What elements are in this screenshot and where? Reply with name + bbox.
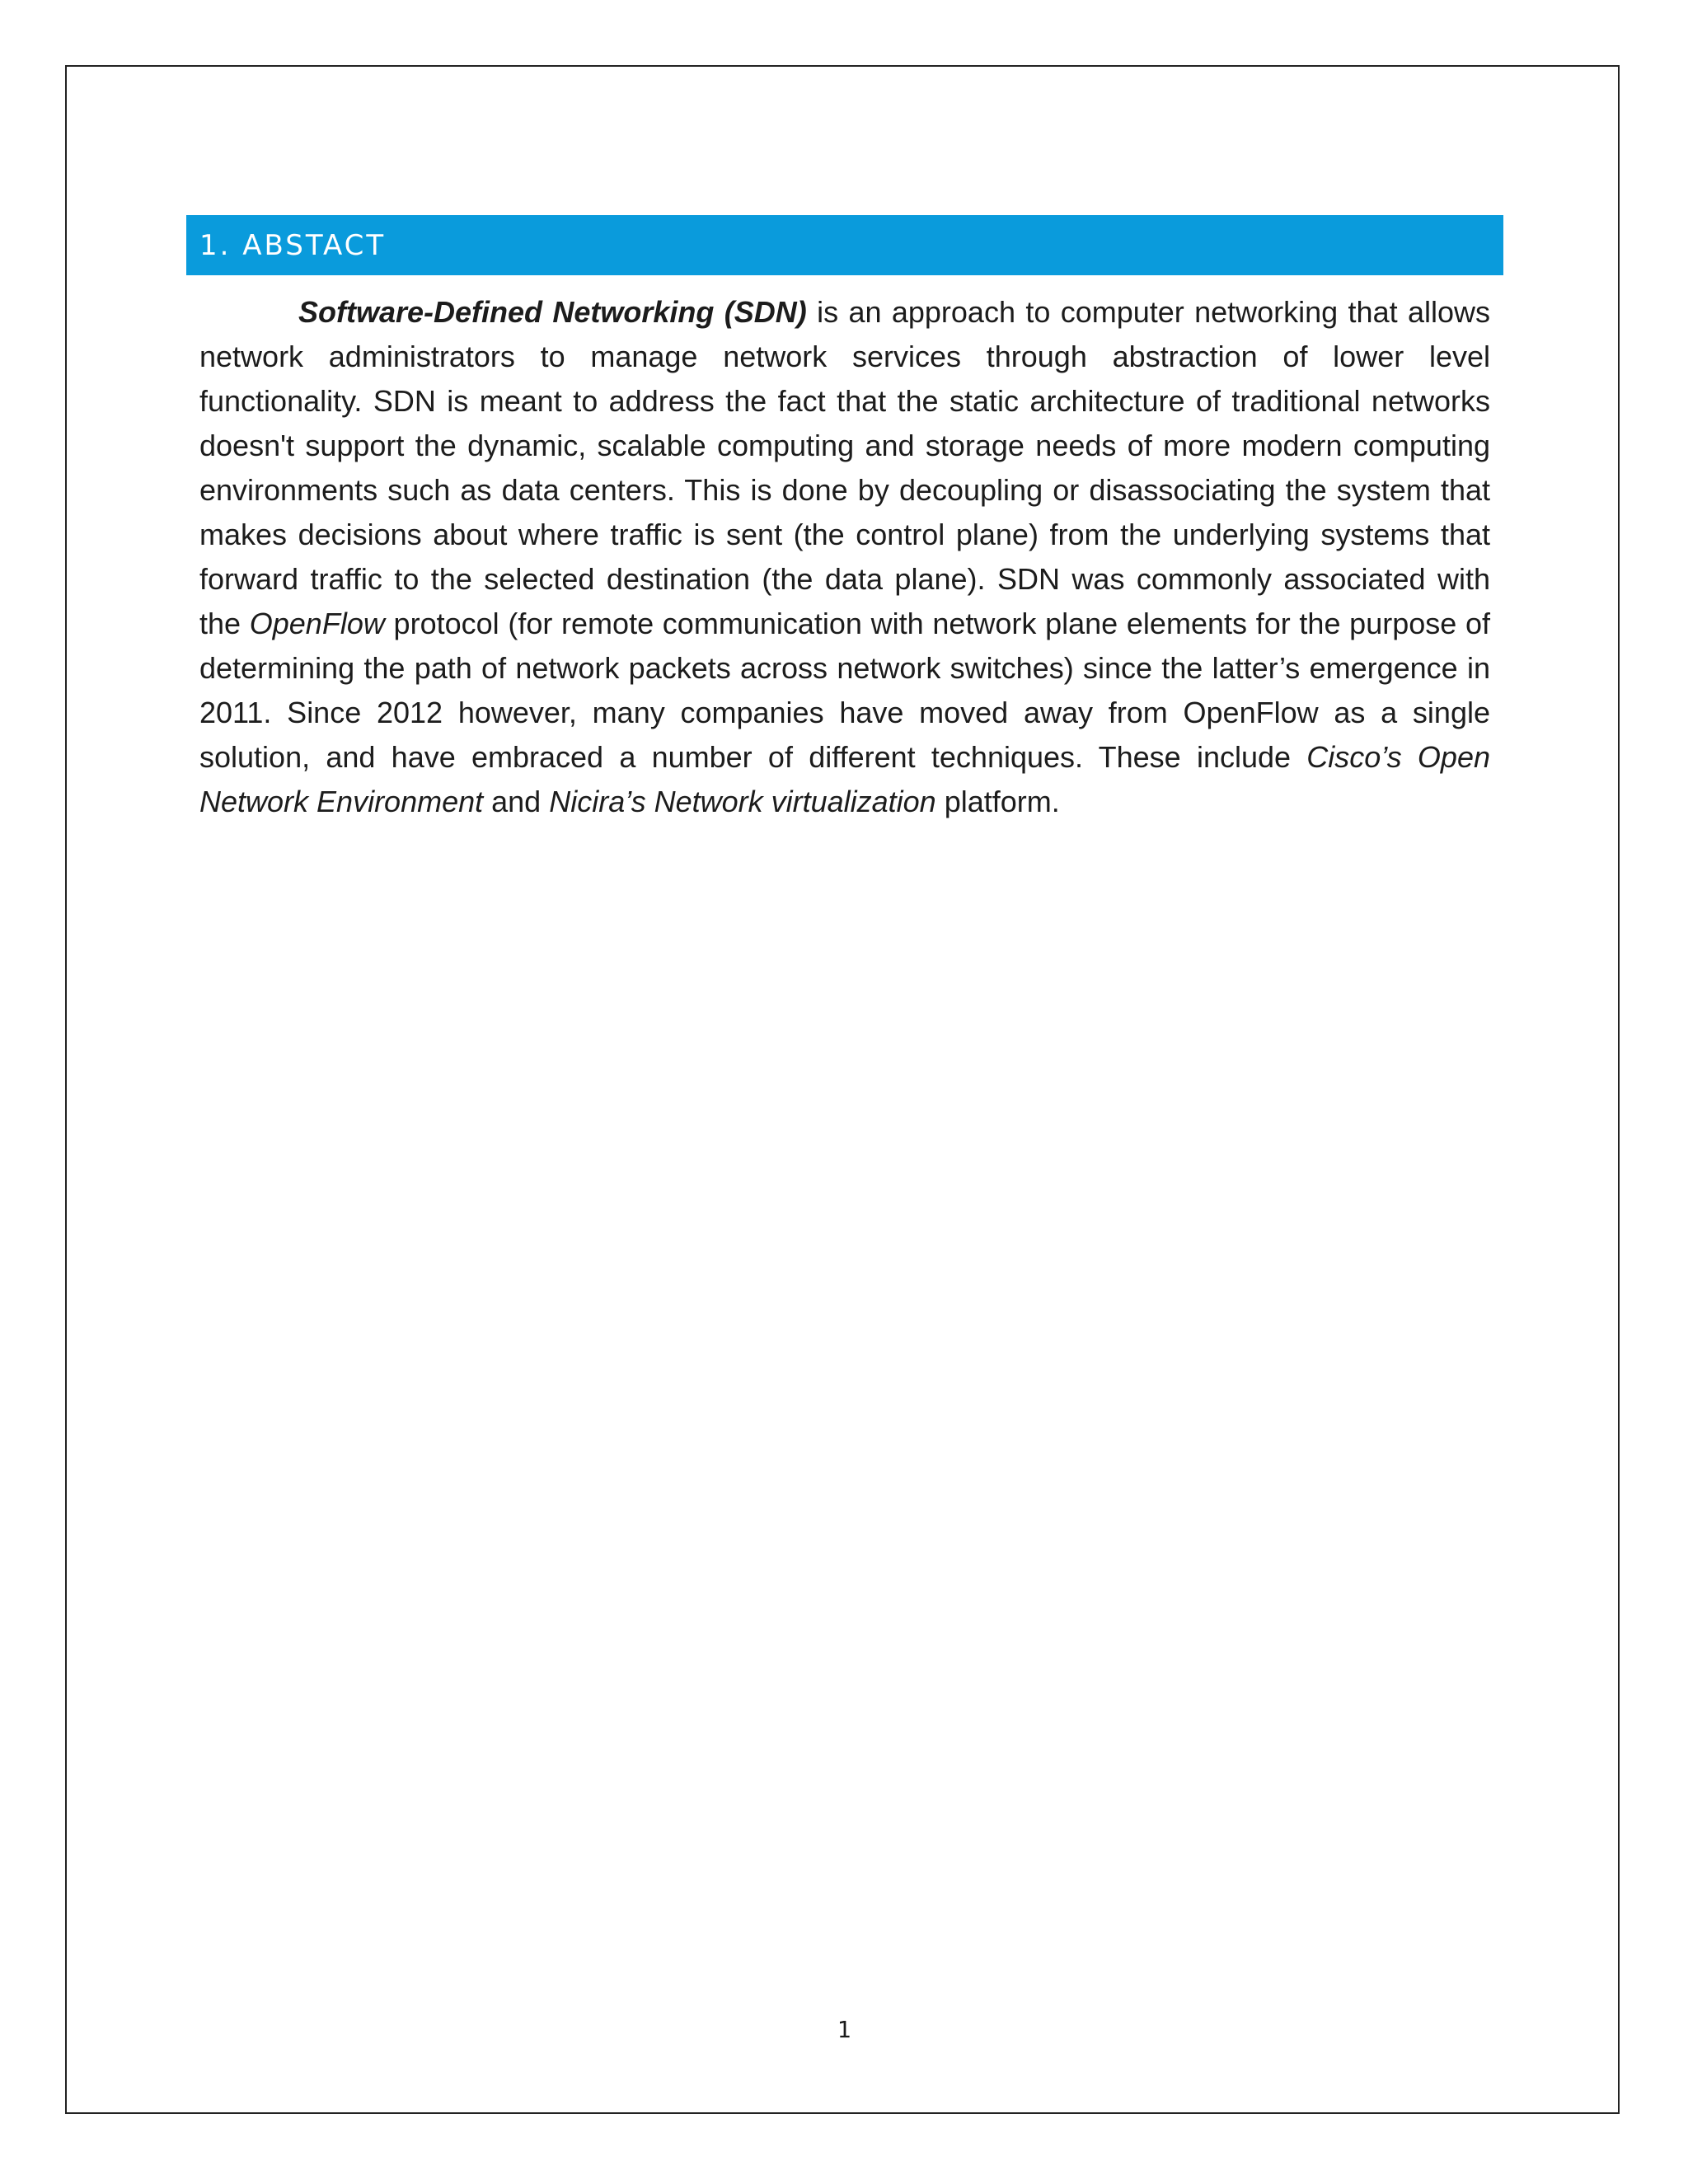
- sdn-term: Software-Defined Networking (SDN): [298, 295, 807, 329]
- abstract-text-part-3: and: [483, 785, 550, 818]
- section-header-bar: [186, 215, 1503, 275]
- openflow-term: OpenFlow: [249, 607, 385, 640]
- abstract-text-part-1: is an approach to computer networking that allows network administrators to manage network services through abstraction of lower level functionality. SDN is meant to address the fact that the static architecture of traditional networks doesn't support the dynamic, scalable computing and storage needs of more modern computing environments such as data centers. This is done by decoupling or disassociating the system that makes decisions about where traffic is sent (the control plane) from the underlying systems that forward traffic to the selected destination (the data plane). SDN was commonly associated with the: [199, 295, 1490, 640]
- cisco-term: Cisco’s Open Network Environment: [199, 740, 1490, 818]
- abstract-text-part-2: protocol (for remote communication with network plane elements for the purpose of determining the path of network packets across network switches) since the latter’s emergence in 2011. Since 2012 however, many companies have moved away from OpenFlow as a single solution, and have embraced a number of different techniques. These include: [199, 607, 1491, 774]
- section-heading: 1. ABSTACT: [199, 228, 387, 262]
- abstract-text-part-4: platform.: [935, 785, 1060, 818]
- abstract-paragraph: [199, 290, 1490, 824]
- nicira-term: Nicira’s Network virtualization: [549, 785, 936, 818]
- page-number: 1: [837, 2016, 851, 2043]
